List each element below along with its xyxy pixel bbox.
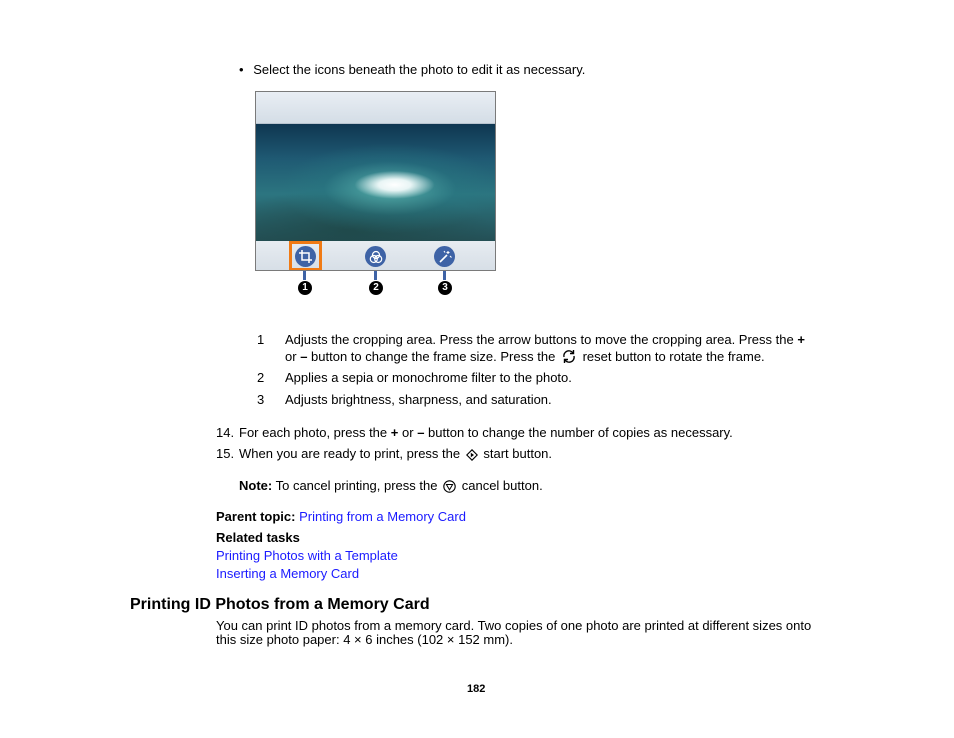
step-text: For each photo, press the + or – button to change the number of copies as necessary. bbox=[239, 425, 733, 440]
legend-text: Applies a sepia or monochrome filter to the photo. bbox=[285, 370, 572, 385]
callout-stem bbox=[374, 271, 377, 280]
bullet-item bbox=[239, 62, 585, 78]
legend-number: 1 bbox=[257, 332, 265, 347]
parent-topic bbox=[216, 509, 466, 525]
legend-text: Adjusts brightness, sharpness, and saturation. bbox=[285, 392, 552, 407]
photo-edit-screen bbox=[255, 91, 496, 271]
section-paragraph-line1: You can print ID photos from a memory card. Two copies of one photo are printed at different sizes onto bbox=[216, 618, 812, 633]
related-tasks-heading: Related tasks bbox=[216, 530, 300, 545]
bullet-marker: • bbox=[239, 62, 244, 77]
callout-3: 3 bbox=[438, 281, 452, 295]
photo-preview bbox=[256, 124, 495, 241]
note: Note: To cancel printing, press the cancel button. bbox=[239, 478, 543, 493]
legend-number: 2 bbox=[257, 370, 265, 385]
adjust-button[interactable] bbox=[434, 246, 455, 267]
bullet-text: Select the icons beneath the photo to edit it as necessary. bbox=[253, 62, 586, 77]
filter-button[interactable] bbox=[365, 246, 386, 267]
parent-topic-label: Parent topic: bbox=[216, 509, 296, 524]
legend-text: Adjusts the cropping area. Press the arrow buttons to move the cropping area. Press the + bbox=[285, 332, 805, 347]
edit-toolbar bbox=[256, 241, 495, 271]
callout-1: 1 bbox=[298, 281, 312, 295]
step-number: 15. bbox=[216, 446, 235, 461]
section-heading: Printing ID Photos from a Memory Card bbox=[130, 596, 430, 613]
section-paragraph-line2: this size photo paper: 4 × 6 inches (102 × 152 mm). bbox=[216, 632, 514, 647]
start-icon bbox=[466, 449, 478, 461]
step-text: When you are ready to print, press the start button. bbox=[239, 446, 553, 461]
crop-icon bbox=[299, 250, 312, 263]
callout-2: 2 bbox=[369, 281, 383, 295]
parent-topic-link[interactable]: Printing from a Memory Card bbox=[299, 509, 466, 524]
page-number: 182 bbox=[467, 683, 486, 695]
legend-number: 3 bbox=[257, 392, 265, 407]
callout-stem bbox=[303, 271, 306, 280]
related-link-template[interactable]: Printing Photos with a Template bbox=[216, 548, 398, 563]
reset-icon bbox=[561, 349, 577, 364]
screen-header-bar bbox=[256, 92, 495, 124]
magic-wand-icon bbox=[438, 250, 452, 264]
note-label: Note: bbox=[239, 478, 273, 493]
crop-button[interactable] bbox=[295, 246, 316, 267]
cancel-icon bbox=[443, 480, 456, 493]
step-number: 14. bbox=[216, 425, 235, 440]
callout-stem bbox=[443, 271, 446, 280]
legend-text-cont: or – button to change the frame size. Press the reset button to rotate the frame. bbox=[285, 349, 765, 364]
related-link-insert-card[interactable]: Inserting a Memory Card bbox=[216, 566, 360, 581]
filter-icon bbox=[369, 250, 383, 264]
